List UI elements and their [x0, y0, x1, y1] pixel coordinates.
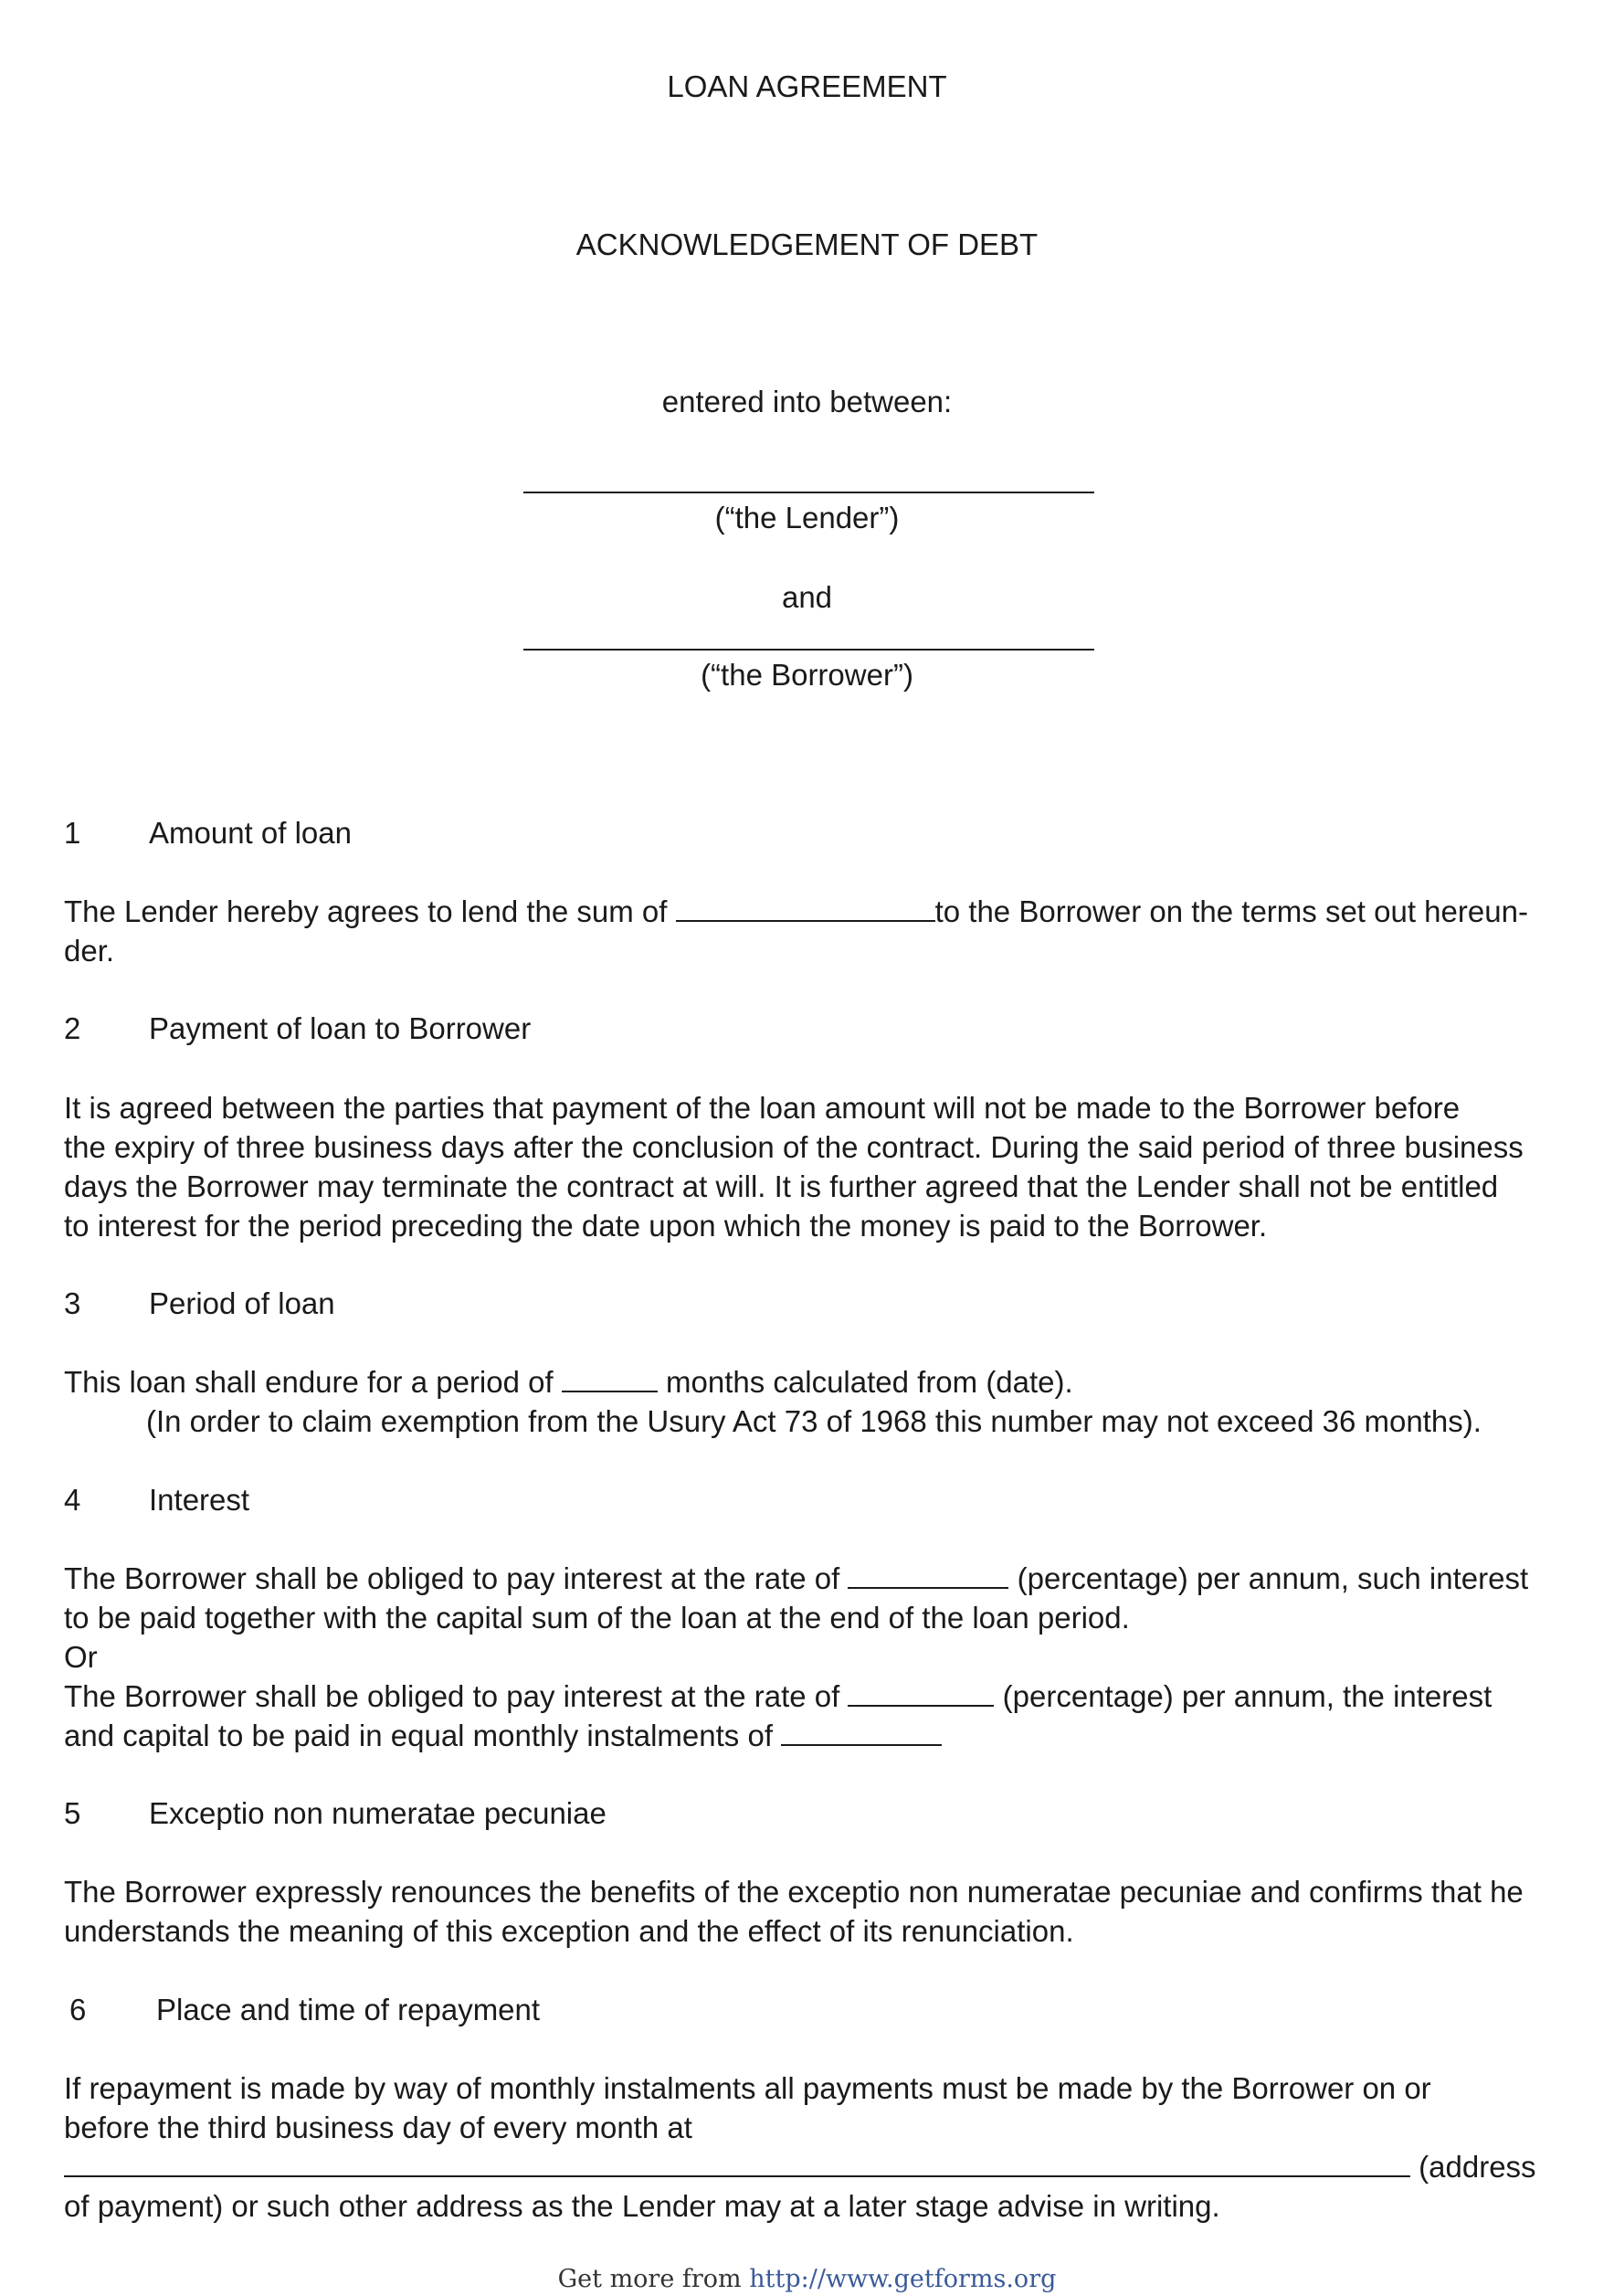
footer: [0, 2263, 1614, 2296]
section-4-opt2-text-b: (percentage) per annum, the interest: [994, 1679, 1493, 1713]
loan-amount-blank[interactable]: [676, 893, 935, 922]
section-2-line-1: It is agreed between the parties that payment of the loan amount will not be made to the Borrower before: [64, 1091, 1461, 1125]
instalment-amount-blank[interactable]: [781, 1717, 942, 1746]
section-4-line-4: [64, 1677, 1555, 1716]
section-1-line-1: [64, 892, 1555, 931]
section-2-number: 2: [64, 1011, 81, 1045]
section-2-line-2: the expiry of three business days after the conclusion of the contract. During the said period of three business: [64, 1130, 1524, 1164]
section-6-line-2: before the third business day of every month at: [64, 2111, 692, 2144]
document-title: LOAN AGREEMENT: [667, 69, 947, 103]
loan-period-blank[interactable]: [562, 1363, 658, 1392]
section-4-number: 4: [64, 1483, 81, 1517]
lender-label: (“the Lender”): [714, 501, 900, 534]
section-1-line-2: der.: [64, 934, 115, 968]
section-5-line-1: The Borrower expressly renounces the benefits of the exceptio non numeratae pecuniae and confirms that he: [64, 1875, 1524, 1909]
section-6-number: 6: [69, 1993, 87, 2026]
lender-name-blank[interactable]: [523, 492, 1094, 493]
footer-link[interactable]: http://www.getforms.org: [749, 2265, 1057, 2293]
section-4-line-5: [64, 1716, 1555, 1755]
section-6-line-4: of payment) or such other address as the Lender may at a later stage advise in writing.: [64, 2189, 1220, 2223]
section-6-line-1: If repayment is made by way of monthly instalments all payments must be made by the Borrower on or: [64, 2071, 1431, 2105]
section-5-number: 5: [64, 1796, 81, 1830]
section-5-heading: Exceptio non numeratae pecuniae: [149, 1796, 607, 1830]
borrower-label: (“the Borrower”): [701, 658, 913, 692]
section-6-heading: Place and time of repayment: [156, 1993, 541, 2026]
footer-prefix: Get more from: [557, 2265, 750, 2293]
section-3-text-a: This loan shall endure for a period of: [64, 1365, 562, 1399]
interest-rate-blank-2[interactable]: [848, 1677, 994, 1707]
section-2-line-4: to interest for the period preceding the date upon which the money is paid to the Borrower.: [64, 1209, 1268, 1243]
section-1-text-b: to the Borrower on the terms set out hereun-: [934, 894, 1528, 928]
intro-text: entered into between:: [661, 385, 953, 418]
section-4-opt2-text-a: The Borrower shall be obliged to pay interest at the rate of: [64, 1679, 849, 1713]
interest-rate-blank-1[interactable]: [848, 1560, 1008, 1589]
section-4-opt1-text-b: (percentage) per annum, such interest: [1008, 1561, 1529, 1595]
section-4-or: Or: [64, 1640, 98, 1674]
section-1-text-a: The Lender hereby agrees to lend the sum of: [64, 894, 676, 928]
section-4-line-1: [64, 1559, 1555, 1598]
section-3-line-1: [64, 1362, 1555, 1402]
section-2-line-3: days the Borrower may terminate the contract at will. It is further agreed that the Lender shall not be entitled: [64, 1169, 1499, 1203]
section-3-heading: Period of loan: [149, 1286, 335, 1320]
section-4-opt2-text-c: and capital to be paid in equal monthly instalments of: [64, 1719, 782, 1752]
section-4-line-2: to be paid together with the capital sum of the loan at the end of the loan period.: [64, 1601, 1130, 1635]
section-3-note: (In order to claim exemption from the Usury Act 73 of 1968 this number may not exceed 36 months).: [146, 1404, 1482, 1438]
section-1-number: 1: [64, 816, 81, 850]
section-6-line-3: [64, 2147, 1555, 2186]
section-1-heading: Amount of loan: [149, 816, 352, 850]
section-4-opt1-text-a: The Borrower shall be obliged to pay interest at the rate of: [64, 1561, 849, 1595]
section-3-text-b: months calculated from (date).: [657, 1365, 1073, 1399]
section-5-line-2: understands the meaning of this exception and the effect of its renunciation.: [64, 1914, 1074, 1948]
section-2-heading: Payment of loan to Borrower: [149, 1011, 532, 1045]
section-4-heading: Interest: [149, 1483, 250, 1517]
section-6-line-3-end: (address: [1410, 2150, 1536, 2184]
section-3-number: 3: [64, 1286, 81, 1320]
document-subtitle: ACKNOWLEDGEMENT OF DEBT: [575, 227, 1039, 261]
payment-address-blank[interactable]: [64, 2148, 1410, 2177]
borrower-name-blank[interactable]: [523, 649, 1094, 651]
and-text: and: [781, 580, 833, 614]
